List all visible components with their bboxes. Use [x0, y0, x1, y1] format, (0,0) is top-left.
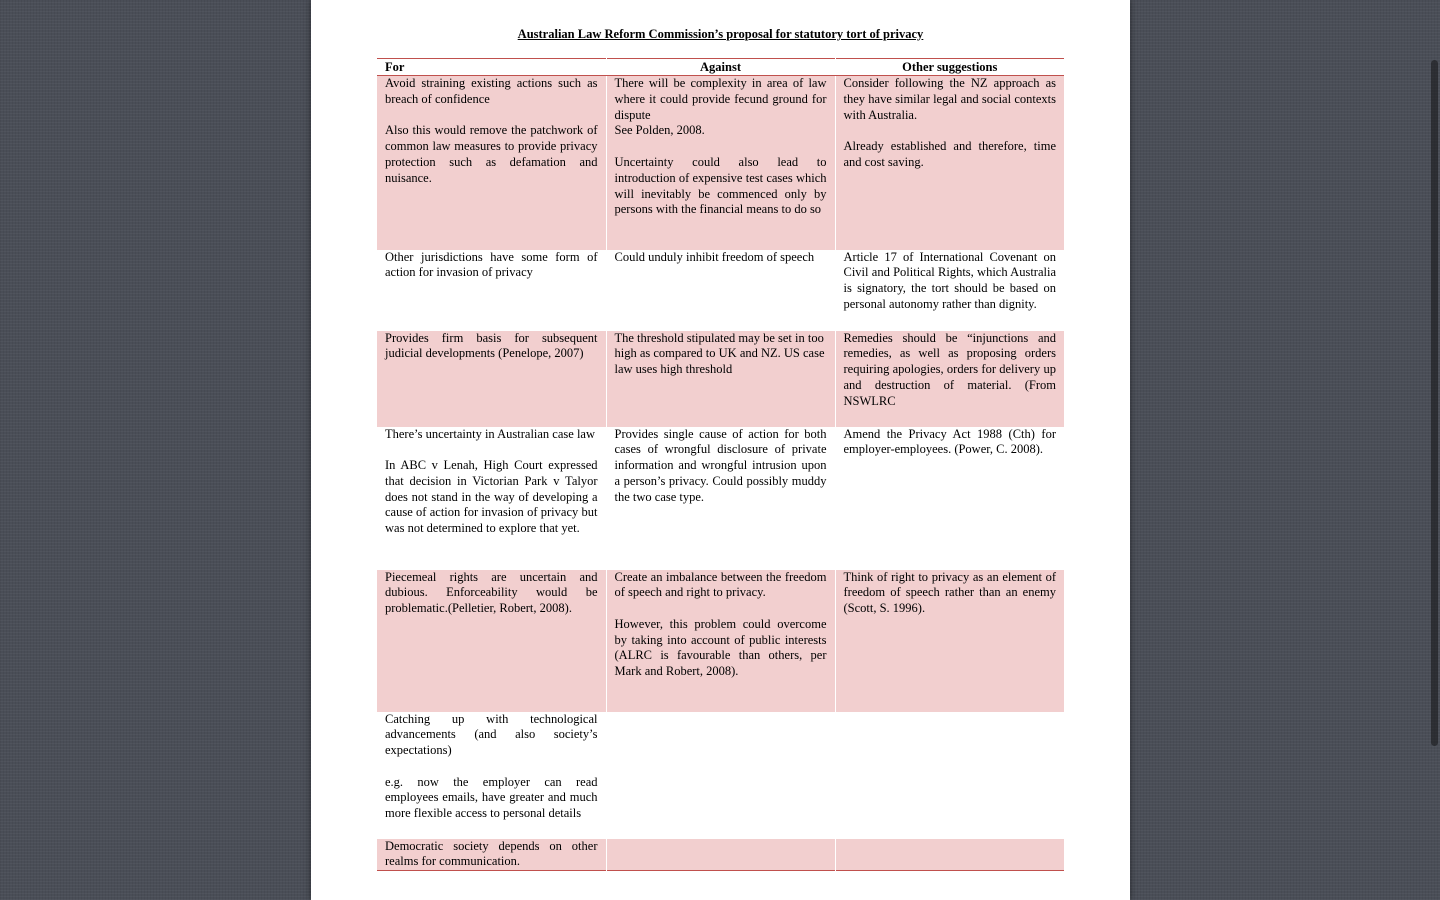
cell-text: Could unduly inhibit freedom of speech — [614, 249, 815, 264]
cell-text: Consider following the NZ approach as they have similar legal and social contexts with Australia. — [843, 76, 1056, 122]
cell-text: Catching up with technological advancements (and also society’s expectations) — [385, 711, 598, 758]
table-row — [377, 76, 1064, 250]
cell-text: However, this problem could overcome by taking into account of public interests (ALRC is favourable than others, per Mark and Robert, 2008). — [614, 616, 827, 679]
cell-text: Create an imbalance between the freedom of speech and right to privacy. — [614, 569, 827, 600]
cell-against — [606, 839, 835, 871]
cell-text: Remedies should be “injunctions and remedies, as well as proposing orders requiring apologies, orders for delivery up and destruction of material. (From NSWLRC — [843, 330, 1056, 408]
cell-text: Piecemeal rights are uncertain and dubious. Enforceability would be problematic.(Pelletier, Robert, 2008). — [385, 569, 598, 616]
cell-text: Amend the Privacy Act 1988 (Cth) for employer-employees. (Power, C. 2008). — [843, 426, 1056, 457]
cell-other — [835, 570, 1064, 712]
cell-other — [835, 712, 1064, 839]
cell-against — [606, 712, 835, 839]
document-title: Australian Law Reform Commission’s proposal for statutory tort of privacy — [517, 27, 924, 41]
document-page — [311, 0, 1130, 900]
cell-for — [377, 839, 606, 871]
cell-text: Other jurisdictions have some form of action for invasion of privacy — [385, 249, 598, 280]
cell-for — [377, 570, 606, 712]
cell-text: Provides firm basis for subsequent judicial developments (Penelope, 2007) — [385, 330, 598, 361]
cell-other — [835, 839, 1064, 871]
cell-text: Uncertainty could also lead to introduction of expensive test cases which will inevitably be commenced only by persons with the financial means to do so — [614, 154, 827, 217]
header-for: For — [377, 59, 606, 76]
cell-text: e.g. now the employer can read employees emails, have greater and much more flexible access to personal details — [385, 774, 598, 821]
cell-other — [835, 76, 1064, 250]
table-row — [377, 712, 1064, 839]
cell-other — [835, 427, 1064, 570]
cell-text: Also this would remove the patchwork of common law measures to provide privacy protection such as defamation and nuisance. — [385, 123, 598, 185]
cell-against — [606, 570, 835, 712]
cell-other — [835, 250, 1064, 331]
header-row — [377, 59, 1064, 76]
cell-for — [377, 331, 606, 427]
table-row — [377, 570, 1064, 712]
cell-against — [606, 427, 835, 570]
cell-text: There will be complexity in area of law where it could provide fecund ground for dispute See Polden, 2008. — [614, 76, 827, 138]
table-row — [377, 427, 1064, 570]
cell-text: The threshold stipulated may be set in too high as compared to UK and NZ. US case law uses high threshold — [614, 330, 825, 377]
cell-for — [377, 76, 606, 250]
cell-text: Already established and therefore, time and cost saving. — [843, 139, 1056, 169]
cell-text: Article 17 of International Covenant on Civil and Political Rights, which Australia is signatory, the tort should be based on personal autonomy rather than dignity. — [843, 249, 1056, 311]
cell-text: Democratic society depends on other realms for communication. — [385, 838, 598, 869]
table-row — [377, 839, 1064, 871]
cell-text: Avoid straining existing actions such as breach of confidence — [385, 76, 598, 106]
cell-text: Provides single cause of action for both cases of wrongful disclosure of private information and wrongful intrusion upon a person’s privacy. Could possibly muddy the two case type. — [614, 426, 827, 504]
header-against: Against — [606, 59, 835, 76]
cell-for — [377, 712, 606, 839]
cell-text: In ABC v Lenah, High Court expressed that decision in Victorian Park v Talyor does not stand in the way of developing a cause of action for invasion of privacy but was not determined to explore that yet. — [385, 458, 598, 536]
cell-other — [835, 331, 1064, 427]
comparison-table — [377, 58, 1064, 871]
cell-for — [377, 250, 606, 331]
cell-text: There’s uncertainty in Australian case law — [385, 426, 595, 441]
cell-against — [606, 76, 835, 250]
vertical-scrollbar[interactable] — [1431, 60, 1438, 746]
cell-text: Think of right to privacy as an element of freedom of speech rather than an enemy (Scott, S. 1996). — [843, 569, 1056, 616]
cell-against — [606, 331, 835, 427]
header-other-suggestions: Other suggestions — [835, 59, 1064, 76]
table-row — [377, 331, 1064, 427]
table-row — [377, 250, 1064, 331]
cell-for — [377, 427, 606, 570]
cell-against — [606, 250, 835, 331]
